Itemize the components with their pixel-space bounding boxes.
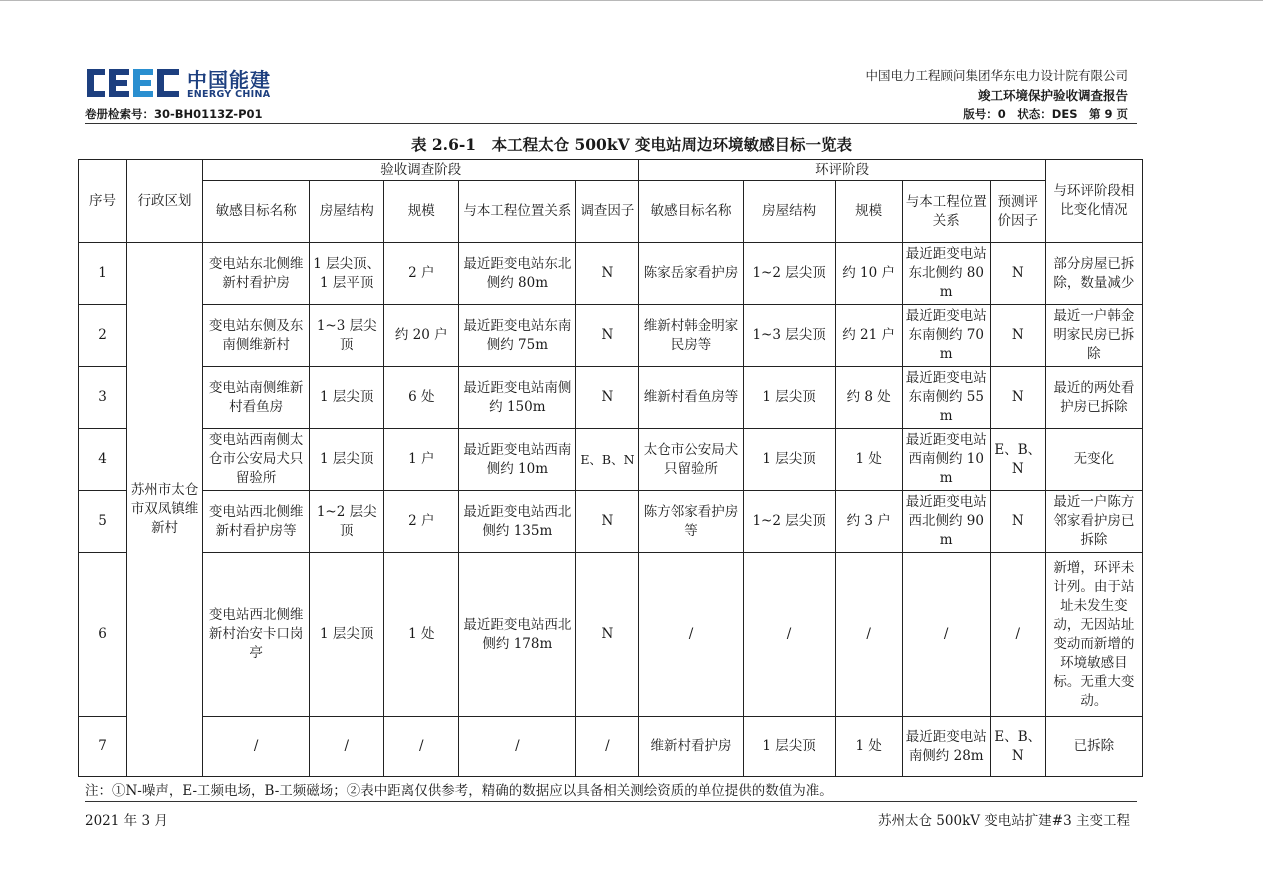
header-change: 与环评阶段相比变化情况: [1045, 160, 1142, 243]
header-group-acceptance: 验收调查阶段: [203, 160, 639, 181]
cell-eia-structure: 1~3 层尖顶: [743, 305, 835, 367]
archive-number: 卷册检索号：30-BH0113Z-P01: [85, 107, 263, 121]
cell-acc-name: /: [203, 717, 310, 777]
table-row: [79, 717, 1143, 777]
logo-english-text: ENERGY CHINA: [187, 89, 271, 100]
cell-eia-factor: E、B、N: [990, 429, 1045, 491]
cell-acc-name: 变电站西南侧太仓市公安局犬只留验所: [203, 429, 310, 491]
table-row: [79, 429, 1143, 491]
cell-acc-relation: /: [459, 717, 576, 777]
cell-eia-structure: 1 层尖顶: [743, 717, 835, 777]
cell-eia-relation: 最近距变电站东南侧约 55m: [902, 367, 990, 429]
cell-eia-name: 维新村看护房: [639, 717, 743, 777]
cell-acc-structure: 1 层尖顶: [310, 553, 384, 717]
footer-project: 苏州太仓 500kV 变电站扩建#3 主变工程: [878, 813, 1130, 829]
cell-eia-structure: /: [743, 553, 835, 717]
cell-index: 5: [79, 491, 127, 553]
header-index: 序号: [79, 160, 127, 243]
cell-eia-relation: 最近距变电站东南侧约 70m: [902, 305, 990, 367]
cell-eia-factor: N: [990, 243, 1045, 305]
header-divider: [85, 123, 1137, 124]
cell-acc-factor: N: [576, 367, 639, 429]
cell-eia-scale: 约 8 处: [835, 367, 902, 429]
column-header-row: [79, 181, 1143, 243]
cell-acc-factor: N: [576, 491, 639, 553]
cell-acc-scale: 1 处: [384, 553, 459, 717]
header-acc-factor: 调查因子: [576, 181, 639, 243]
cell-eia-factor: N: [990, 367, 1045, 429]
logo-chinese-text: 中国能建: [187, 68, 271, 92]
cell-index: 1: [79, 243, 127, 305]
cell-index: 7: [79, 717, 127, 777]
cell-eia-scale: 约 3 户: [835, 491, 902, 553]
cell-acc-relation: 最近距变电站南侧约 150m: [459, 367, 576, 429]
cell-change: 部分房屋已拆除，数量减少: [1045, 243, 1142, 305]
group-header-row: [79, 160, 1143, 181]
cell-eia-structure: 1 层尖顶: [743, 367, 835, 429]
cell-acc-relation: 最近距变电站西北侧约 178m: [459, 553, 576, 717]
company-name: 中国电力工程顾问集团华东电力设计院有限公司: [865, 68, 1128, 83]
cell-acc-scale: 6 处: [384, 367, 459, 429]
table-row: [79, 553, 1143, 717]
header-district: 行政区划: [127, 160, 203, 243]
cell-eia-name: 陈方邻家看护房等: [639, 491, 743, 553]
cell-acc-factor: N: [576, 553, 639, 717]
cell-index: 2: [79, 305, 127, 367]
header-eia-name: 敏感目标名称: [639, 181, 743, 243]
cell-eia-factor: /: [990, 553, 1045, 717]
top-divider: [0, 0, 1263, 1]
cell-acc-scale: 2 户: [384, 491, 459, 553]
cell-eia-structure: 1 层尖顶: [743, 429, 835, 491]
cell-acc-name: 变电站南侧维新村看鱼房: [203, 367, 310, 429]
ceec-logo-mark-icon: [85, 66, 181, 100]
table-caption: 表 2.6-1 本工程太仓 500kV 变电站周边环境敏感目标一览表: [411, 135, 852, 154]
report-title: 竣工环境保护验收调查报告: [977, 88, 1128, 103]
cell-eia-factor: N: [990, 305, 1045, 367]
cell-acc-scale: 1 户: [384, 429, 459, 491]
cell-index: 4: [79, 429, 127, 491]
table-row: [79, 305, 1143, 367]
cell-acc-structure: 1 层尖顶: [310, 367, 384, 429]
cell-index: 6: [79, 553, 127, 717]
header-eia-structure: 房屋结构: [743, 181, 835, 243]
cell-eia-structure: 1~2 层尖顶: [743, 243, 835, 305]
header-acc-name: 敏感目标名称: [203, 181, 310, 243]
cell-eia-relation: /: [902, 553, 990, 717]
cell-change: 最近一户韩金明家民房已拆除: [1045, 305, 1142, 367]
cell-acc-factor: N: [576, 243, 639, 305]
cell-acc-name: 变电站西北侧维新村治安卡口岗亭: [203, 553, 310, 717]
cell-eia-scale: 1 处: [835, 429, 902, 491]
header-eia-scale: 规模: [835, 181, 902, 243]
cell-eia-relation: 最近距变电站西北侧约 90m: [902, 491, 990, 553]
cell-eia-scale: 约 10 户: [835, 243, 902, 305]
footer-date: 2021 年 3 月: [85, 813, 168, 829]
header-acc-structure: 房屋结构: [310, 181, 384, 243]
cell-eia-name: 陈家岳家看护房: [639, 243, 743, 305]
cell-eia-relation: 最近距变电站东北侧约 80m: [902, 243, 990, 305]
cell-index: 3: [79, 367, 127, 429]
cell-eia-factor: E、B、N: [990, 717, 1045, 777]
energy-china-logo: [85, 66, 280, 104]
header-acc-relation: 与本工程位置关系: [459, 181, 576, 243]
cell-acc-name: 变电站西北侧维新村看护房等: [203, 491, 310, 553]
header-eia-factor: 预测评价因子: [990, 181, 1045, 243]
cell-acc-structure: 1 层尖顶: [310, 429, 384, 491]
cell-acc-relation: 最近距变电站西南侧约 10m: [459, 429, 576, 491]
cell-acc-relation: 最近距变电站东北侧约 80m: [459, 243, 576, 305]
table-row: [79, 491, 1143, 553]
cell-acc-structure: 1~3 层尖顶: [310, 305, 384, 367]
cell-change: 已拆除: [1045, 717, 1142, 777]
sensitive-targets-table: [78, 159, 1143, 777]
cell-change: 新增，环评未计列。由于站址未发生变动，无因站址变动而新增的环境敏感目标。无重大变动。: [1045, 553, 1142, 717]
cell-acc-factor: E、B、N: [576, 429, 639, 491]
cell-acc-scale: 约 20 户: [384, 305, 459, 367]
cell-acc-scale: 2 户: [384, 243, 459, 305]
cell-eia-structure: 1~2 层尖顶: [743, 491, 835, 553]
version-page-info: 版号：0 状态：DES 第 9 页: [963, 107, 1128, 121]
cell-eia-scale: /: [835, 553, 902, 717]
cell-eia-relation: 最近距变电站西南侧约 10m: [902, 429, 990, 491]
cell-eia-name: 太仓市公安局犬只留验所: [639, 429, 743, 491]
cell-district: 苏州市太仓市双凤镇维新村: [127, 243, 203, 777]
cell-change: 最近的两处看护房已拆除: [1045, 367, 1142, 429]
table-row: [79, 243, 1143, 305]
cell-eia-factor: N: [990, 491, 1045, 553]
cell-acc-factor: /: [576, 717, 639, 777]
cell-acc-structure: /: [310, 717, 384, 777]
cell-change: 最近一户陈方邻家看护房已拆除: [1045, 491, 1142, 553]
cell-eia-scale: 约 21 户: [835, 305, 902, 367]
cell-change: 无变化: [1045, 429, 1142, 491]
cell-acc-factor: N: [576, 305, 639, 367]
cell-acc-name: 变电站东北侧维新村看护房: [203, 243, 310, 305]
footer-divider: [85, 801, 1137, 802]
cell-eia-relation: 最近距变电站南侧约 28m: [902, 717, 990, 777]
cell-acc-relation: 最近距变电站西北侧约 135m: [459, 491, 576, 553]
table-footnote: 注：①N-噪声，E-工频电场，B-工频磁场；②表中距离仅供参考，精确的数据应以具备相关测绘资质的单位提供的数值为准。: [85, 783, 833, 799]
cell-acc-structure: 1 层尖顶、1 层平顶: [310, 243, 384, 305]
cell-eia-scale: 1 处: [835, 717, 902, 777]
cell-acc-name: 变电站东侧及东南侧维新村: [203, 305, 310, 367]
cell-eia-name: /: [639, 553, 743, 717]
cell-eia-name: 维新村看鱼房等: [639, 367, 743, 429]
table-row: [79, 367, 1143, 429]
cell-acc-scale: /: [384, 717, 459, 777]
header-eia-relation: 与本工程位置关系: [902, 181, 990, 243]
cell-acc-structure: 1~2 层尖顶: [310, 491, 384, 553]
header-acc-scale: 规模: [384, 181, 459, 243]
cell-eia-name: 维新村韩金明家民房等: [639, 305, 743, 367]
header-group-eia: 环评阶段: [639, 160, 1045, 181]
cell-acc-relation: 最近距变电站东南侧约 75m: [459, 305, 576, 367]
